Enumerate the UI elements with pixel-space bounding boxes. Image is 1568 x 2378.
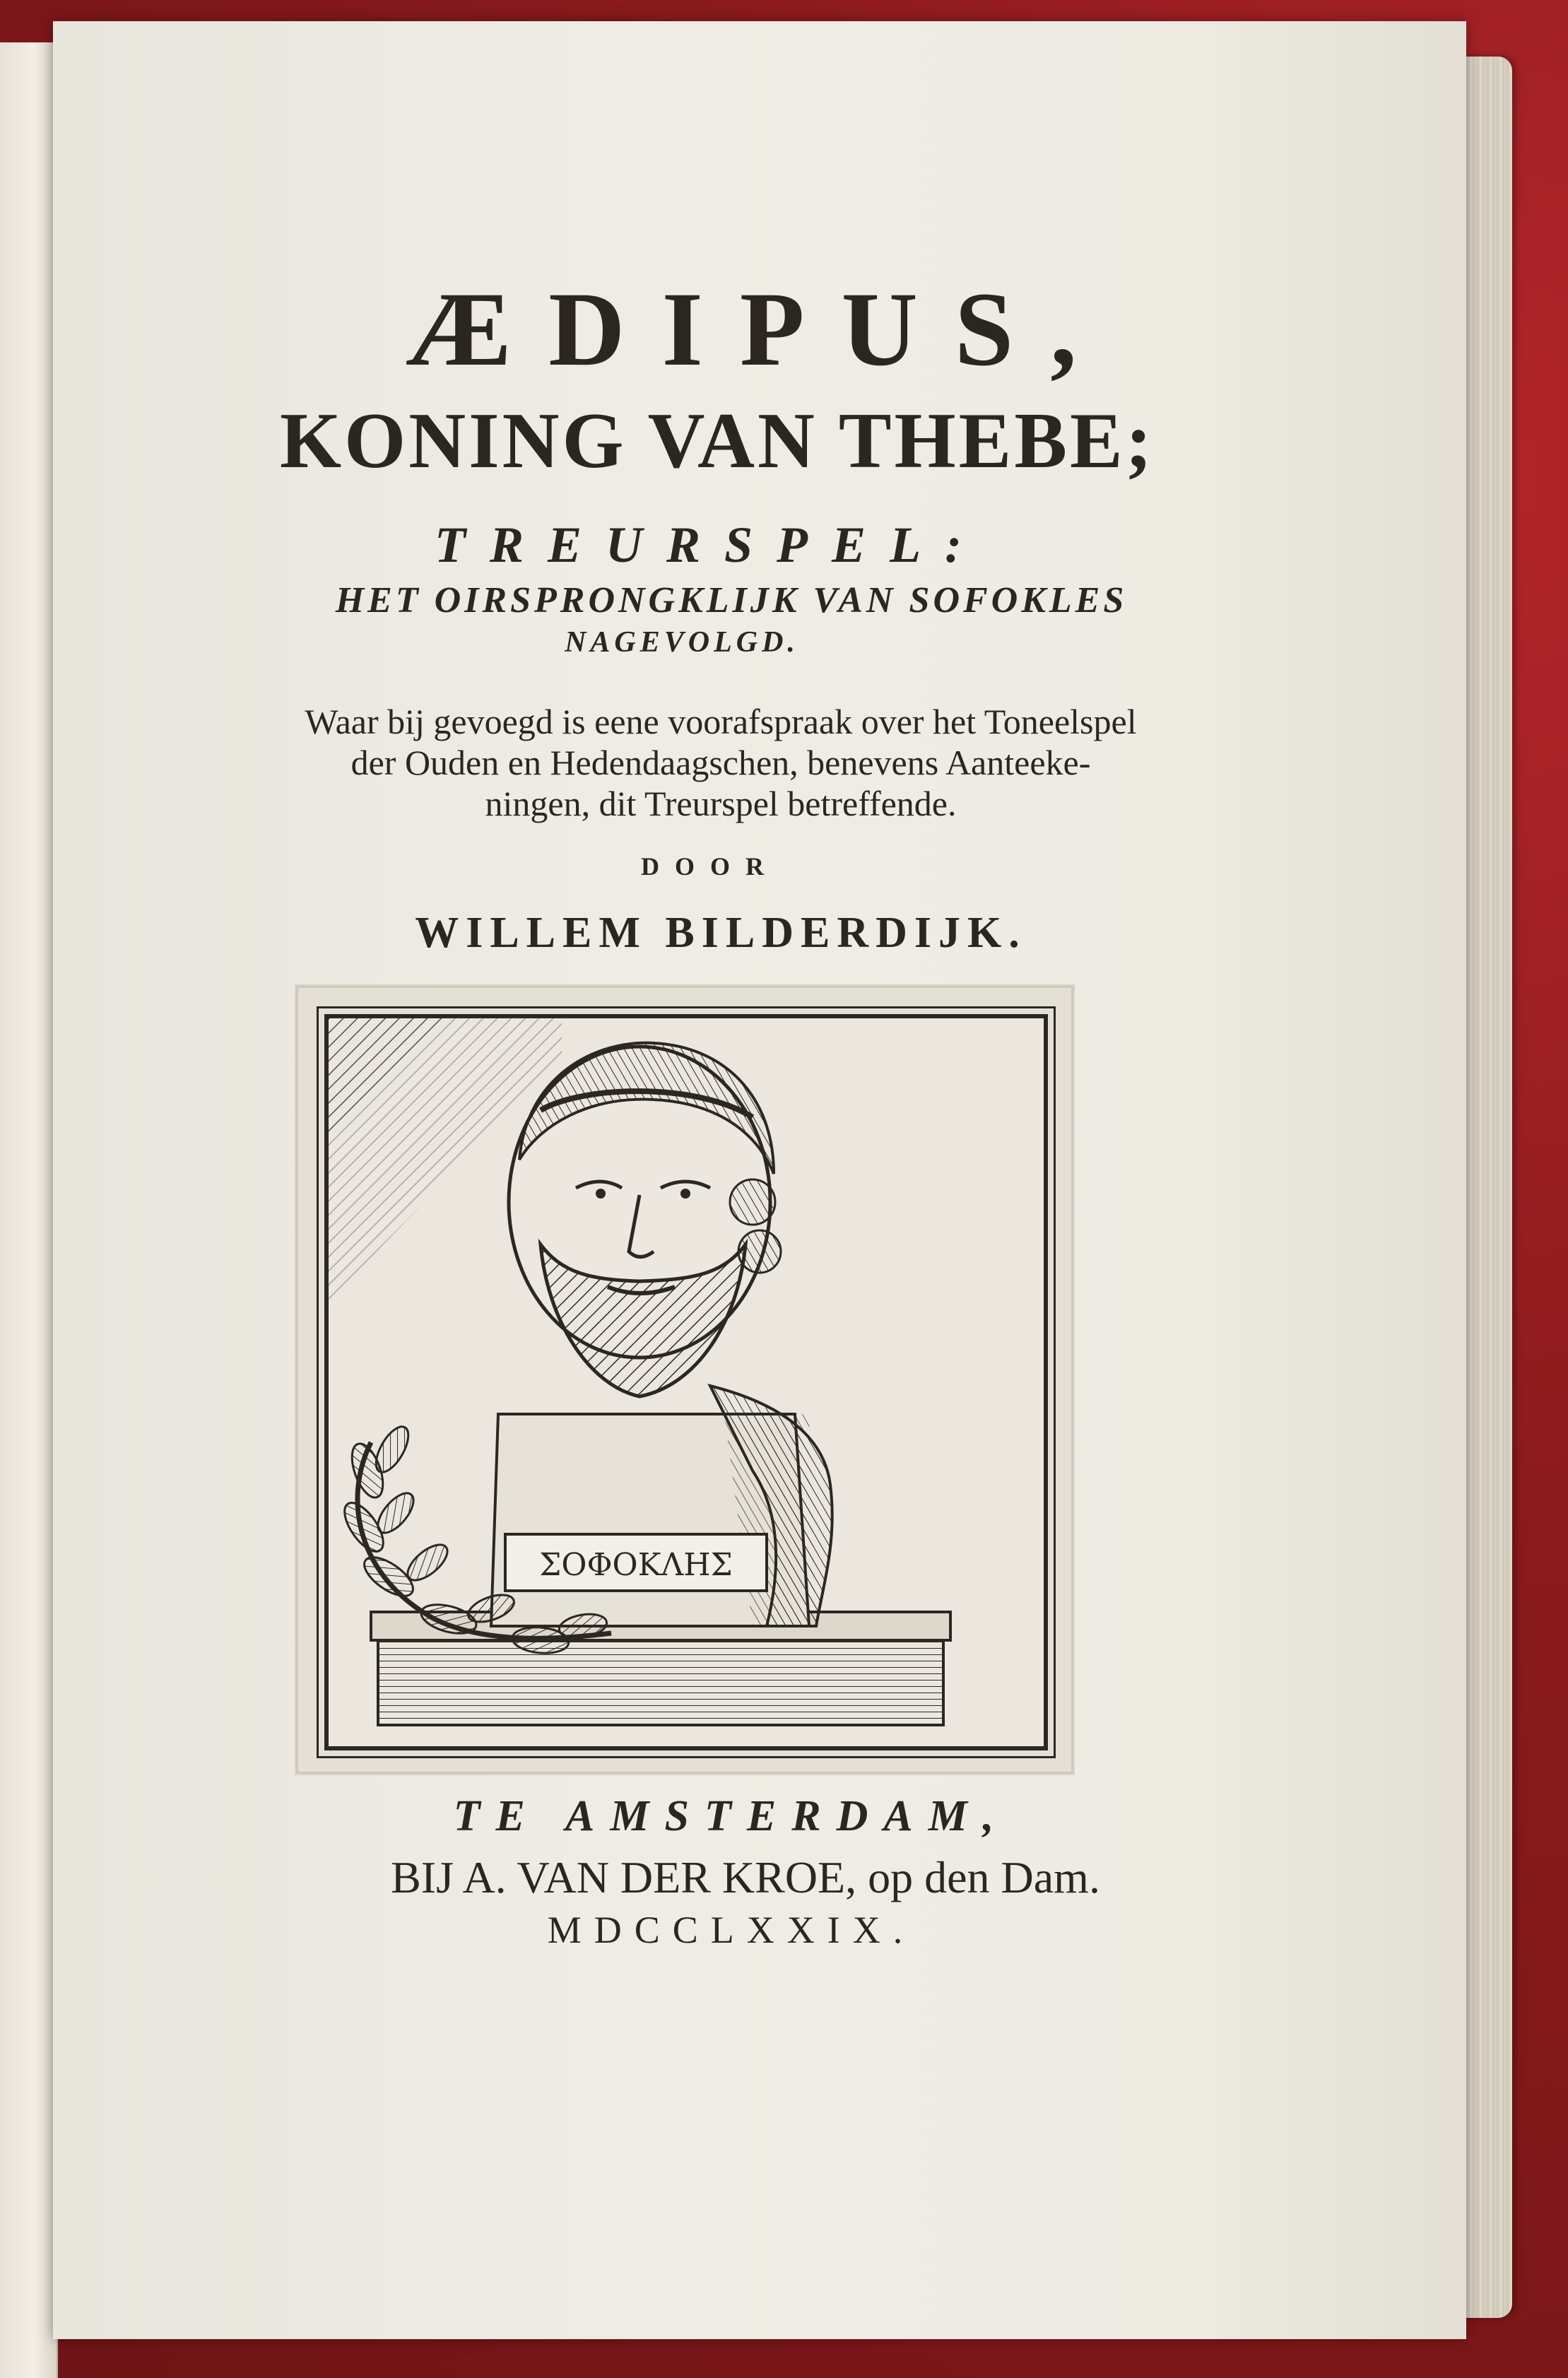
source-line-1: HET OIRSPRONGKLIJK VAN SOFOKLES: [335, 580, 1128, 620]
source-line-2: NAGEVOLGD.: [565, 626, 799, 659]
book-subtitle: KONING VAN THEBE;: [279, 397, 1155, 485]
title-page: [53, 21, 1466, 2339]
description-line-3: ningen, dit Treurspel betreffende.: [485, 784, 957, 823]
genre-label: TREURSPEL:: [434, 517, 986, 573]
imprint-place: TE AMSTERDAM,: [453, 1792, 1010, 1840]
bust-illustration: [329, 1018, 1035, 1738]
sophocles-bust-engraving: [324, 1014, 1048, 1750]
bust-inscription: ΣΟΦΟΚΛΗΣ: [539, 1547, 733, 1583]
description-line-1: Waar bij gevoegd is eene voorafspraak over het Toneelspel: [305, 702, 1137, 741]
author-name: WILLEM BILDERDIJK.: [415, 909, 1027, 957]
facing-page-edge: [0, 42, 58, 2378]
imprint-publisher: BIJ A. VAN DER KROE, op den Dam.: [391, 1852, 1100, 1902]
engraved-plate: [296, 986, 1073, 1774]
imprint-year: MDCCLXXIX.: [547, 1909, 916, 1951]
by-label: DOOR: [641, 852, 779, 881]
description-line-2: der Ouden en Hedendaagschen, benevens Aanteeke-: [350, 743, 1091, 782]
book-title: ÆDIPUS,: [406, 271, 1114, 388]
